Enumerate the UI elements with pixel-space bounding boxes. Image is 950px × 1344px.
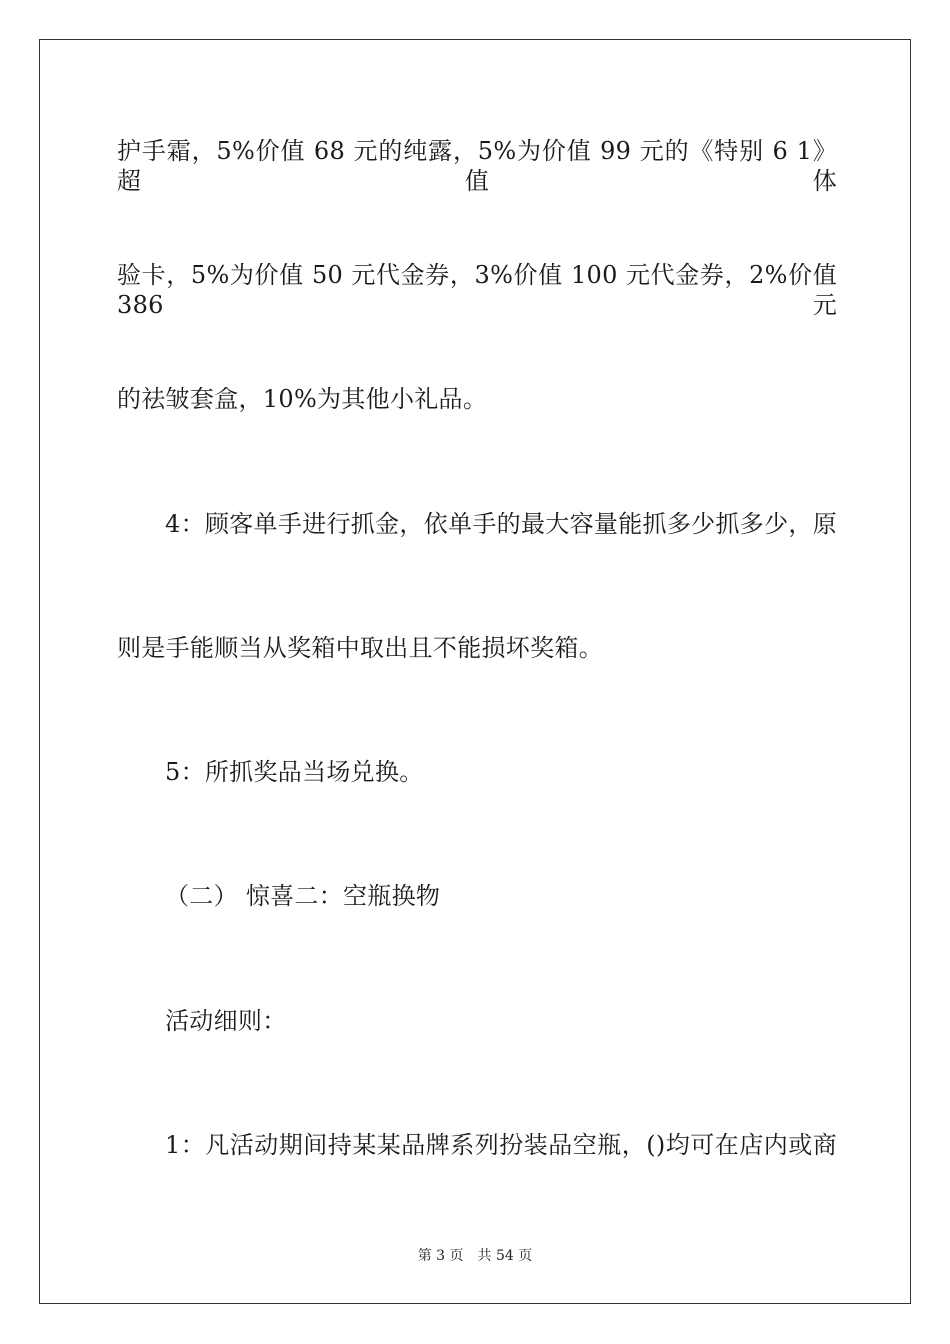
text-line-6: 5：所抓奖品当场兑换。 xyxy=(165,758,424,786)
text-line-1: 护手霜，5%价值 68 元的纯露，5%为价值 99 元的《特别 6 1》超值体 xyxy=(117,137,837,195)
text-line-3: 的祛皱套盒，10%为其他小礼品。 xyxy=(117,385,488,413)
text-line-5: 则是手能顺当从奖箱中取出且不能损坏奖箱。 xyxy=(117,634,603,662)
text-line-4: 4：顾客单手进行抓金，依单手的最大容量能抓多少抓多少，原 xyxy=(165,510,837,538)
page-number: 第 3 页 xyxy=(417,1248,464,1264)
text-line-8: 活动细则： xyxy=(165,1007,287,1035)
text-line-9: 1：凡活动期间持某某品牌系列扮装品空瓶，()均可在店内或商 xyxy=(165,1131,837,1159)
text-line-2: 验卡，5%为价值 50 元代金券，3%价值 100 元代金券，2%价值 386 元 xyxy=(117,261,837,319)
page-total: 共 54 页 xyxy=(477,1248,533,1264)
section-heading: （二） 惊喜二：空瓶换物 xyxy=(165,882,441,910)
page-footer xyxy=(0,1247,950,1265)
page-border xyxy=(39,39,911,1304)
